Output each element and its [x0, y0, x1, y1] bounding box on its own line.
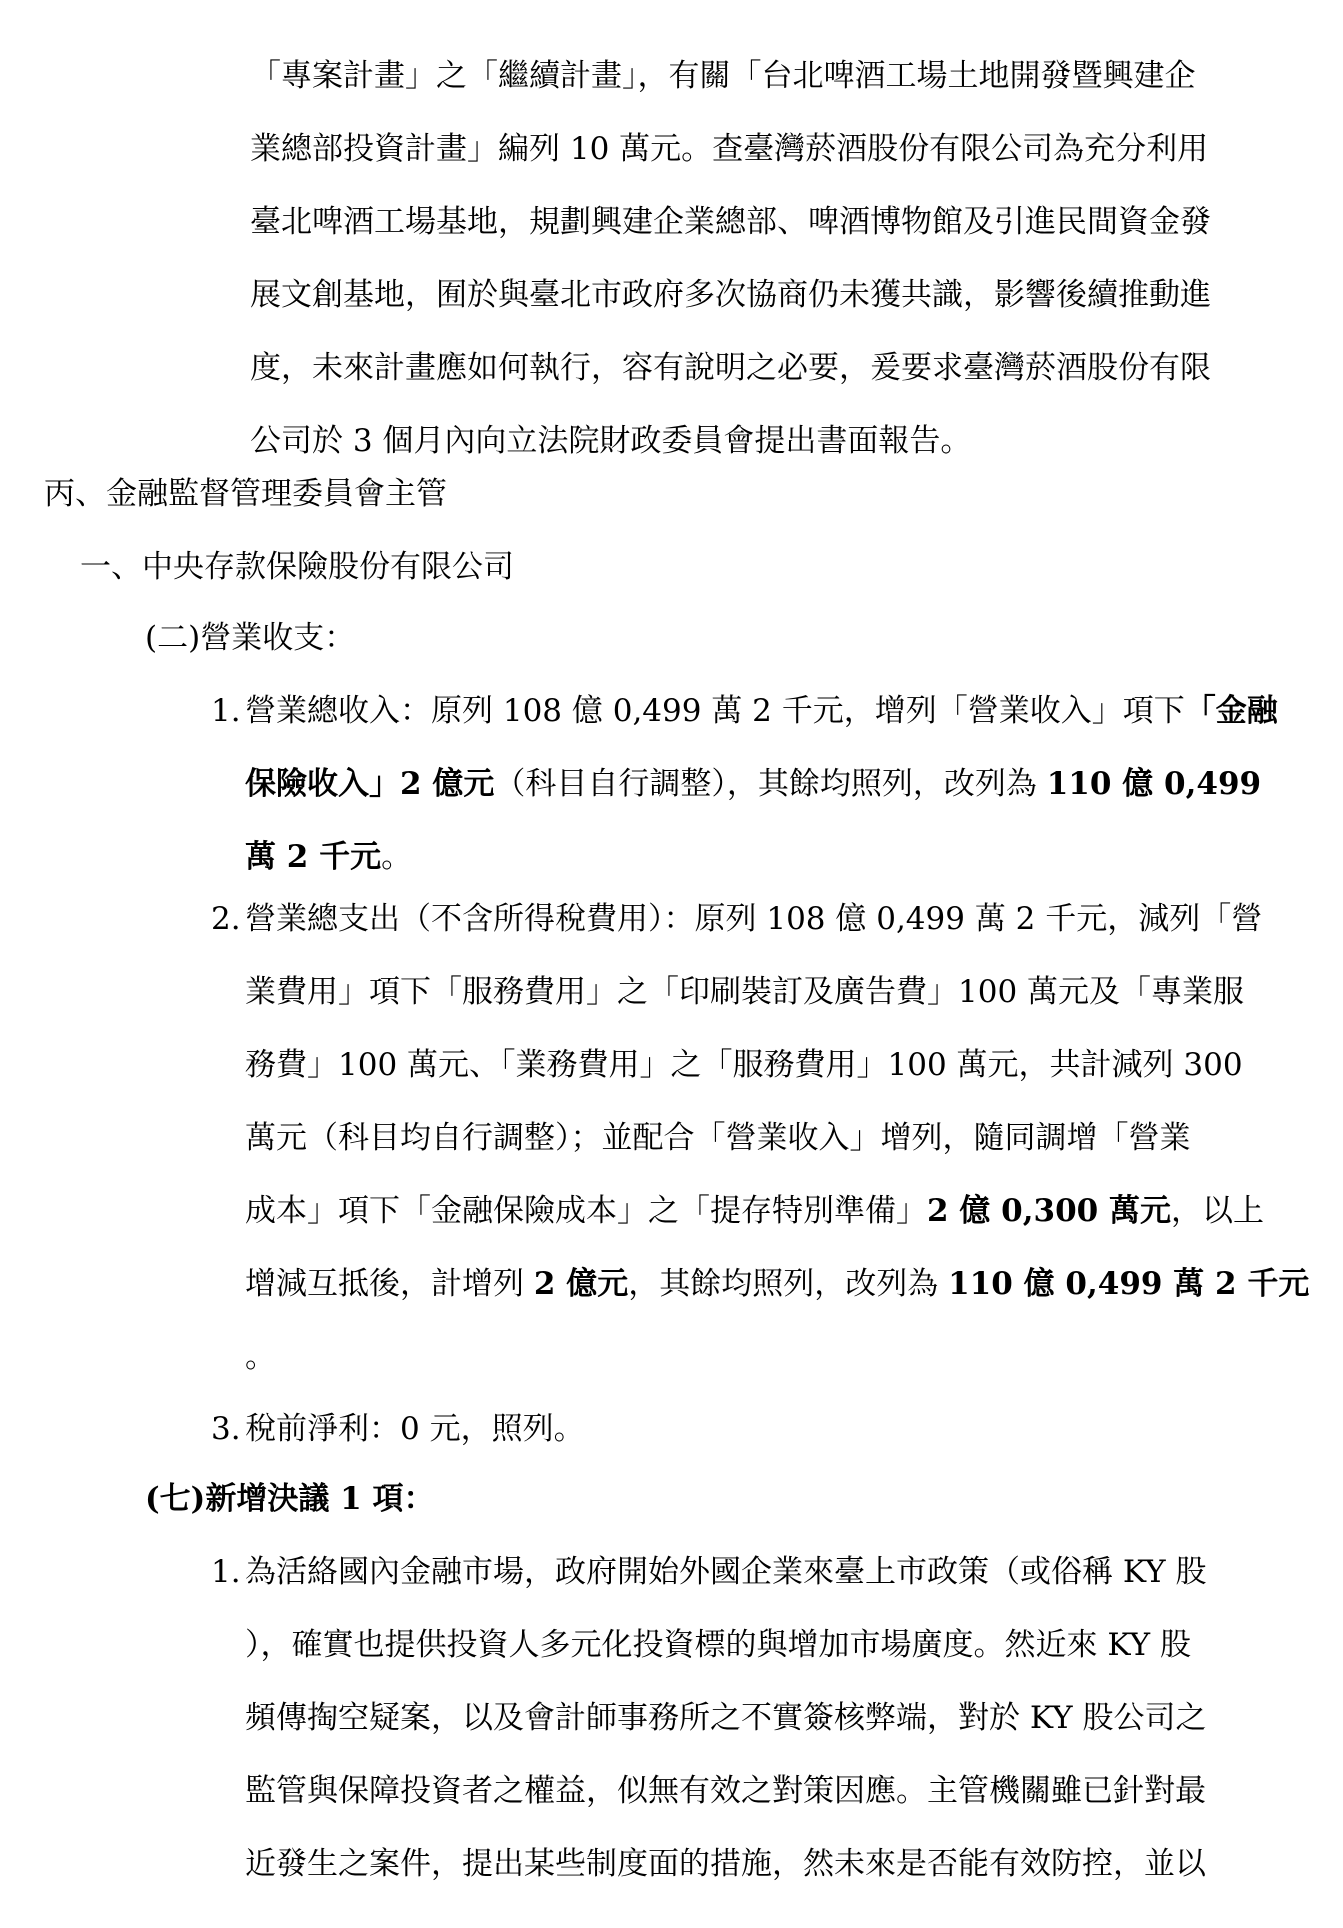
intro-line-3: 臺北啤酒工場基地，規劃興建企業總部、啤酒博物館及引進民間資金發	[250, 204, 1211, 240]
item2-text-6c: ，其餘均照列，改列為	[628, 1266, 949, 1302]
intro-line-2: 業總部投資計畫」編列 10 萬元。查臺灣菸酒股份有限公司為充分利用	[250, 131, 1209, 167]
item2-line-1: 營業總支出（不含所得稅費用）：原列 108 億 0,499 萬 2 千元，減列「營	[245, 901, 1263, 937]
item-number: 1.	[211, 1554, 241, 1590]
pretax-income-item	[211, 1393, 1325, 1466]
resolution-line-3: 頻傳掏空疑案，以及會計師事務所之不實簽核弊端，對於 KY 股公司之	[245, 1700, 1207, 1736]
item2-text-5a: 成本」項下「金融保險成本」之「提存特別準備」	[245, 1193, 927, 1229]
item1-text-2b: （科目自行調整），其餘均照列，改列為	[494, 766, 1047, 802]
resolution-line-1: 為活絡國內金融市場，政府開始外國企業來臺上市政策（或俗稱 KY 股	[245, 1554, 1207, 1590]
item1-bold-3a: 萬 2 千元	[245, 839, 382, 875]
item2-line-7: 。	[245, 1339, 276, 1375]
item3-line-1: 稅前淨利：0 元，照列。	[245, 1411, 585, 1447]
intro-line-5: 度，未來計畫應如何執行，容有說明之必要，爰要求臺灣菸酒股份有限	[250, 350, 1211, 386]
item2-line-5	[245, 1175, 1325, 1248]
item1-bold-2c: 110 億 0,499	[1046, 766, 1262, 802]
item1-line-1	[245, 675, 1325, 748]
operating-revenue-item	[211, 675, 1325, 894]
item1-bold-1b: 「金融	[1184, 693, 1278, 729]
item2-text-6a: 增減互抵後，計增列	[245, 1266, 534, 1302]
item2-bold-6d: 110 億 0,499 萬 2 千元	[948, 1266, 1310, 1302]
part-two-heading: (二)營業收支：	[145, 620, 356, 656]
part-seven-heading: (七)新增決議 1 項：	[145, 1481, 435, 1517]
intro-line-1: 「專案計畫」之「繼續計畫」，有關「台北啤酒工場土地開發暨興建企	[250, 58, 1196, 94]
resolution-line-5: 近發生之案件，提出某些制度面的措施，然未來是否能有效防控，並以	[245, 1846, 1206, 1882]
item2-bold-5b: 2 億 0,300 萬元	[927, 1193, 1172, 1229]
item2-line-2: 業費用」項下「服務費用」之「印刷裝訂及廣告費」100 萬元及「專業服	[245, 974, 1245, 1010]
item1-bold-2a: 保險收入」2 億元	[245, 766, 495, 802]
item-number: 1.	[211, 693, 241, 729]
item2-line-4: 萬元（科目均自行調整）；並配合「營業收入」增列，隨同調增「營業	[245, 1120, 1191, 1156]
item2-bold-6b: 2 億元	[533, 1266, 629, 1302]
item2-text-5c: ，以上	[1171, 1193, 1265, 1229]
intro-line-4: 展文創基地，囿於與臺北市政府多次協商仍未獲共識，影響後續推動進	[250, 277, 1211, 313]
resolution-item	[211, 1536, 1325, 1901]
intro-paragraph	[250, 40, 1320, 478]
item1-line-2	[245, 748, 1325, 821]
item1-text-3b: 。	[381, 839, 413, 875]
resolution-line-2: ），確實也提供投資人多元化投資標的與增加市場廣度。然近來 KY 股	[245, 1627, 1191, 1663]
item-number: 3.	[211, 1411, 241, 1447]
section-heading: 丙、金融監督管理委員會主管	[44, 476, 447, 512]
intro-line-6: 公司於 3 個月內向立法院財政委員會提出書面報告。	[250, 423, 972, 459]
resolution-line-4: 監管與保障投資者之權益，似無有效之對策因應。主管機關雖已針對最	[245, 1773, 1206, 1809]
operating-expense-item	[211, 883, 1325, 1394]
item1-text-1a: 營業總收入：原列 108 億 0,499 萬 2 千元，增列「營業收入」項下	[245, 693, 1185, 729]
item-number: 2.	[211, 901, 241, 937]
item2-line-3: 務費」100 萬元、「業務費用」之「服務費用」100 萬元，共計減列 300	[245, 1047, 1243, 1083]
subsection-heading: 一、中央存款保險股份有限公司	[80, 549, 514, 585]
item2-line-6	[245, 1248, 1325, 1321]
